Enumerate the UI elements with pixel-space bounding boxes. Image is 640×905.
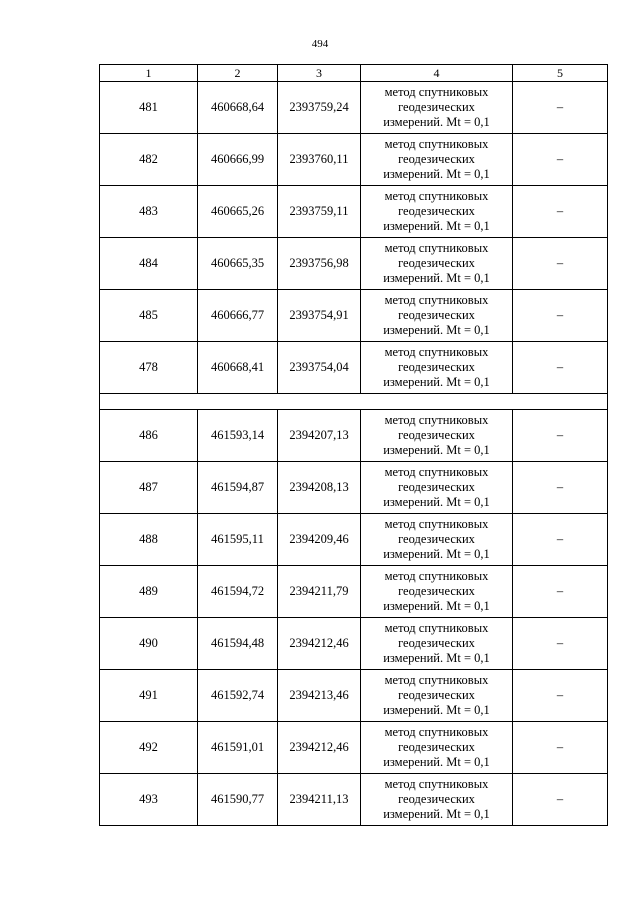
method-line: геодезических [398,152,475,166]
method-line: геодезических [398,360,475,374]
x-coordinate-cell: 461591,01 [198,722,278,774]
table-row [100,618,608,670]
method-line: метод спутниковых [384,621,489,635]
table-row [100,514,608,566]
x-coordinate-cell: 461592,74 [198,670,278,722]
x-coordinate-cell: 460666,99 [198,134,278,186]
column-5-cell: – [513,566,608,618]
column-5-cell: – [513,134,608,186]
method-line: геодезических [398,636,475,650]
y-coordinate-cell: 2394211,13 [278,774,361,826]
column-5-cell: – [513,410,608,462]
method-cell [361,566,513,618]
method-cell [361,342,513,394]
column-5-cell: – [513,82,608,134]
y-coordinate-cell: 2394207,13 [278,410,361,462]
method-line: геодезических [398,308,475,322]
point-number-cell: 493 [100,774,198,826]
x-coordinate-cell: 461594,72 [198,566,278,618]
x-coordinate-cell: 461594,87 [198,462,278,514]
method-line: метод спутниковых [384,293,489,307]
table-gap-row [100,394,608,410]
column-5-cell: – [513,670,608,722]
method-cell [361,238,513,290]
column-5-cell: – [513,186,608,238]
header-cell-1: 1 [100,65,198,82]
method-line: метод спутниковых [384,569,489,583]
method-line: геодезических [398,428,475,442]
method-line: измерений. Mt = 0,1 [383,703,490,717]
point-number-cell: 490 [100,618,198,670]
method-line: геодезических [398,256,475,270]
table-row [100,186,608,238]
method-line: измерений. Mt = 0,1 [383,323,490,337]
table-row [100,82,608,134]
point-number-cell: 481 [100,82,198,134]
method-cell [361,290,513,342]
point-number-cell: 482 [100,134,198,186]
column-5-cell: – [513,462,608,514]
point-number-cell: 486 [100,410,198,462]
point-number-cell: 487 [100,462,198,514]
method-line: метод спутниковых [384,725,489,739]
point-number-cell: 491 [100,670,198,722]
method-line: метод спутниковых [384,413,489,427]
y-coordinate-cell: 2393754,91 [278,290,361,342]
gap-cell [100,394,608,410]
table-row [100,774,608,826]
table-row [100,290,608,342]
table-row [100,134,608,186]
table-row [100,462,608,514]
method-line: измерений. Mt = 0,1 [383,115,490,129]
header-cell-2: 2 [198,65,278,82]
method-cell [361,186,513,238]
y-coordinate-cell: 2393759,24 [278,82,361,134]
table-row [100,566,608,618]
y-coordinate-cell: 2393756,98 [278,238,361,290]
method-line: измерений. Mt = 0,1 [383,807,490,821]
method-line: измерений. Mt = 0,1 [383,271,490,285]
x-coordinate-cell: 461593,14 [198,410,278,462]
header-cell-4: 4 [361,65,513,82]
point-number-cell: 485 [100,290,198,342]
x-coordinate-cell: 461590,77 [198,774,278,826]
table-row [100,342,608,394]
table-row [100,722,608,774]
point-number-cell: 488 [100,514,198,566]
header-row [100,65,608,82]
page-number: 494 [311,38,329,50]
y-coordinate-cell: 2393759,11 [278,186,361,238]
point-number-cell: 483 [100,186,198,238]
column-5-cell: – [513,290,608,342]
table-row [100,238,608,290]
method-cell [361,514,513,566]
method-line: геодезических [398,584,475,598]
method-line: геодезических [398,688,475,702]
method-line: измерений. Mt = 0,1 [383,651,490,665]
method-cell [361,410,513,462]
method-cell [361,82,513,134]
method-cell [361,774,513,826]
x-coordinate-cell: 460668,64 [198,82,278,134]
point-number-cell: 489 [100,566,198,618]
method-line: метод спутниковых [384,189,489,203]
method-line: геодезических [398,532,475,546]
header-cell-3: 3 [278,65,361,82]
method-line: метод спутниковых [384,465,489,479]
method-line: метод спутниковых [384,517,489,531]
table-body [100,65,608,826]
method-cell [361,722,513,774]
y-coordinate-cell: 2394213,46 [278,670,361,722]
method-line: измерений. Mt = 0,1 [383,495,490,509]
method-line: метод спутниковых [384,777,489,791]
column-5-cell: – [513,514,608,566]
x-coordinate-cell: 460665,26 [198,186,278,238]
y-coordinate-cell: 2394211,79 [278,566,361,618]
method-line: геодезических [398,480,475,494]
y-coordinate-cell: 2393760,11 [278,134,361,186]
method-line: измерений. Mt = 0,1 [383,167,490,181]
method-line: метод спутниковых [384,85,489,99]
method-cell [361,462,513,514]
header-cell-5: 5 [513,65,608,82]
x-coordinate-cell: 460668,41 [198,342,278,394]
method-line: измерений. Mt = 0,1 [383,547,490,561]
coordinates-table [99,64,608,826]
point-number-cell: 478 [100,342,198,394]
y-coordinate-cell: 2393754,04 [278,342,361,394]
method-line: измерений. Mt = 0,1 [383,219,490,233]
method-line: измерений. Mt = 0,1 [383,443,490,457]
method-cell [361,670,513,722]
column-5-cell: – [513,722,608,774]
method-line: метод спутниковых [384,345,489,359]
method-line: геодезических [398,740,475,754]
column-5-cell: – [513,774,608,826]
method-cell [361,618,513,670]
method-line: метод спутниковых [384,137,489,151]
method-line: геодезических [398,204,475,218]
point-number-cell: 484 [100,238,198,290]
table-row [100,410,608,462]
method-line: геодезических [398,100,475,114]
x-coordinate-cell: 460665,35 [198,238,278,290]
column-5-cell: – [513,238,608,290]
x-coordinate-cell: 461595,11 [198,514,278,566]
method-cell [361,134,513,186]
method-line: измерений. Mt = 0,1 [383,599,490,613]
x-coordinate-cell: 460666,77 [198,290,278,342]
table-row [100,670,608,722]
column-5-cell: – [513,618,608,670]
y-coordinate-cell: 2394212,46 [278,618,361,670]
y-coordinate-cell: 2394208,13 [278,462,361,514]
method-line: метод спутниковых [384,241,489,255]
method-line: геодезических [398,792,475,806]
x-coordinate-cell: 461594,48 [198,618,278,670]
method-line: измерений. Mt = 0,1 [383,755,490,769]
y-coordinate-cell: 2394212,46 [278,722,361,774]
column-5-cell: – [513,342,608,394]
y-coordinate-cell: 2394209,46 [278,514,361,566]
method-line: метод спутниковых [384,673,489,687]
point-number-cell: 492 [100,722,198,774]
method-line: измерений. Mt = 0,1 [383,375,490,389]
